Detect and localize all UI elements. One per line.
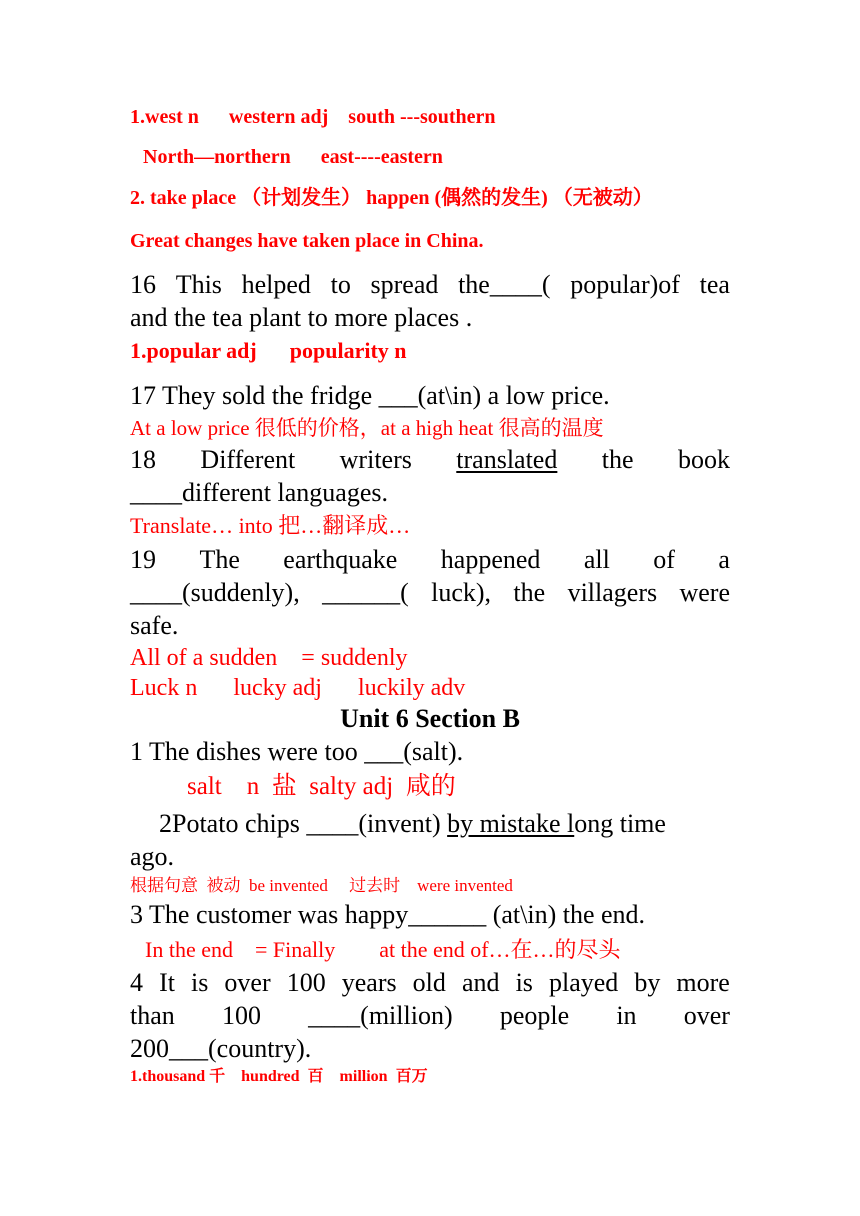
text-segment: 2Potato chips ____(invent) (159, 809, 448, 838)
word: villagers (567, 578, 658, 607)
word: over (224, 968, 271, 997)
word: all (583, 545, 610, 574)
underlined-phrase: by mistake l (447, 809, 575, 838)
word: by (634, 968, 661, 997)
question-19-line3: safe. (130, 611, 179, 640)
word: ____(million) (308, 1001, 453, 1030)
section-b-question-4-line1 (130, 968, 730, 998)
word: is (515, 968, 533, 997)
word: old (412, 968, 446, 997)
word: earthquake (283, 545, 398, 574)
word: were (679, 578, 730, 607)
section-b-question-2-line2: ago. (130, 842, 175, 871)
word: luck), (431, 578, 492, 607)
word: ____(suddenly), (130, 578, 300, 607)
note-line-example: Great changes have taken place in China. (130, 230, 484, 252)
word: in (616, 1001, 637, 1030)
word: the (513, 578, 546, 607)
word: over (683, 1001, 730, 1030)
word: and (461, 968, 500, 997)
note-line-north: North—northern east----eastern (143, 146, 443, 168)
word: a (718, 545, 730, 574)
word: happened (440, 545, 541, 574)
question-19-line1 (130, 545, 730, 575)
section-b-question-4-line2 (130, 1001, 730, 1031)
question-17-note: At a low price 很低的价格，at a high heat 很高的温度 (130, 416, 604, 440)
question-17-line: 17 They sold the fridge ___(at\in) a low price. (130, 381, 610, 410)
word: 100 (286, 968, 326, 997)
question-18-line2: ____different languages. (130, 478, 388, 507)
word: 100 (221, 1001, 261, 1030)
word: 19 (130, 545, 156, 574)
section-b-question-4-line3: 200___(country). (130, 1034, 312, 1063)
word: ______( (322, 578, 409, 607)
word: This (175, 270, 222, 299)
section-b-question-2-note: 根据句意 被动 be invented 过去时 were invented (130, 876, 513, 895)
section-b-question-3-note: In the end = Finally at the end of…在…的尽头 (145, 937, 621, 962)
word: the____( (458, 270, 551, 299)
section-b-question-1-note: salt n 盐 salty adj 咸的 (187, 773, 456, 800)
note-line-take-place: 2. take place （计划发生） happen (偶然的发生) （无被动） (130, 187, 653, 209)
question-16-note: 1.popular adj popularity n (130, 338, 407, 363)
word: tea (699, 270, 730, 299)
word: Different (200, 445, 296, 474)
question-16-line2: and the tea plant to more places . (130, 303, 473, 332)
word: is (191, 968, 209, 997)
section-b-question-3: 3 The customer was happy______ (at\in) the end. (130, 900, 646, 929)
word: of (653, 545, 675, 574)
underlined-word: translated (456, 445, 558, 474)
question-16-line1 (130, 270, 730, 300)
word: popular)of (570, 270, 680, 299)
word: writers (339, 445, 412, 474)
word: It (159, 968, 175, 997)
note-line-west: 1.west n western adj south ---southern (130, 106, 496, 128)
word: than (130, 1001, 175, 1030)
question-19-note2: Luck n lucky adj luckily adv (130, 675, 466, 701)
word: book (677, 445, 730, 474)
word: to (330, 270, 351, 299)
word: more (676, 968, 730, 997)
text-segment: ong time (574, 809, 666, 838)
word: years (341, 968, 397, 997)
word: helped (241, 270, 311, 299)
word: spread (370, 270, 439, 299)
section-b-question-2-line1 (159, 809, 759, 839)
section-title: Unit 6 Section B (340, 704, 520, 733)
word: 16 (130, 270, 156, 299)
question-18-note: Translate… into 把…翻译成… (130, 513, 411, 538)
question-19-note1: All of a sudden = suddenly (130, 645, 408, 671)
word: 18 (130, 445, 156, 474)
word: The (199, 545, 240, 574)
word: played (548, 968, 619, 997)
section-b-question-1: 1 The dishes were too ___(salt). (130, 737, 464, 766)
question-19-line2 (130, 578, 730, 608)
word: 4 (130, 968, 143, 997)
word: people (499, 1001, 570, 1030)
question-18-line1 (130, 445, 730, 475)
section-b-question-4-note: 1.thousand 千 hundred 百 million 百万 (130, 1068, 428, 1085)
word: the (601, 445, 634, 474)
